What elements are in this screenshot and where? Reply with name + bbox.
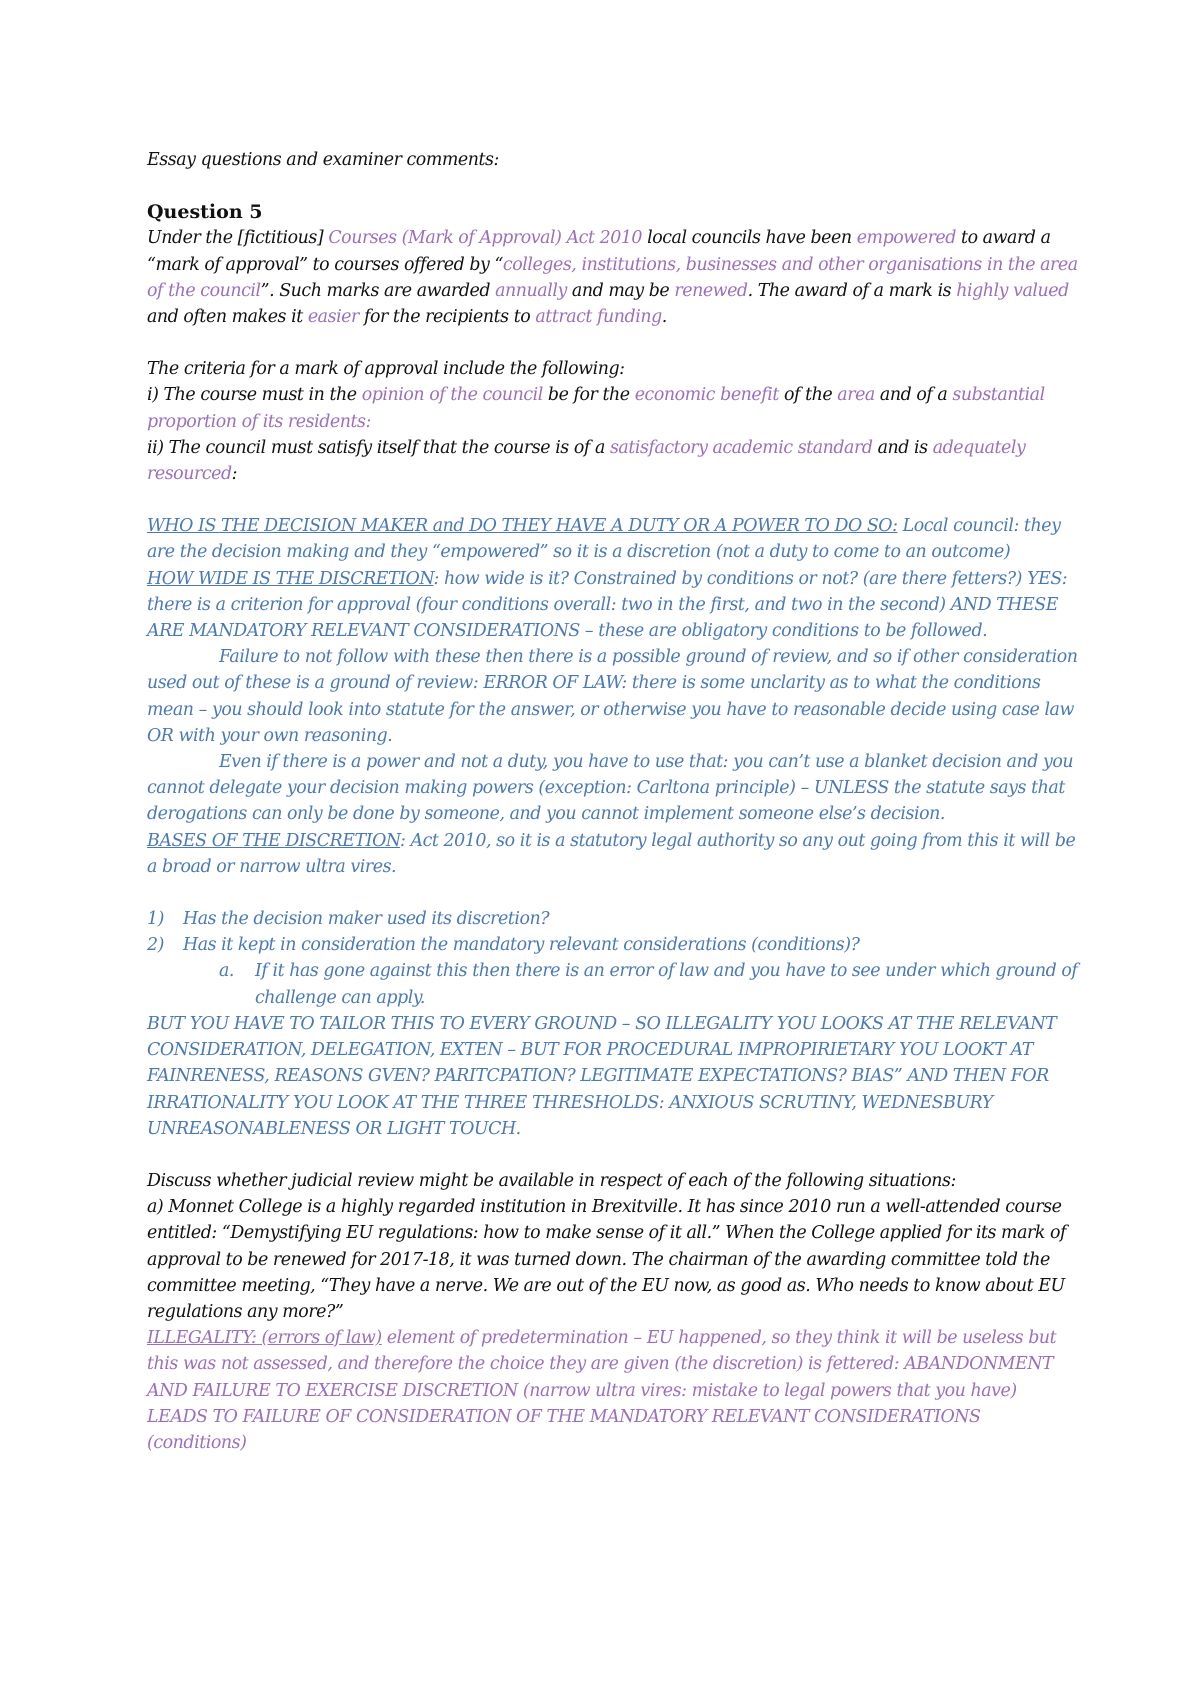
note-failure [147, 644, 1082, 749]
text-run: The criteria for a mark of approval include the following: [147, 359, 625, 380]
question-heading: Question 5 [147, 201, 263, 224]
text-run: substantial proportion of its residents: [147, 385, 1045, 432]
text-run: Under the [fictitious] [147, 228, 329, 249]
text-run: local councils have been [642, 228, 857, 249]
criterion-two [147, 435, 1082, 487]
question-paragraph [147, 225, 1082, 330]
note-bases [147, 828, 1082, 880]
text-run: and is [872, 437, 933, 458]
criteria-intro [147, 356, 1082, 382]
spacer [147, 173, 1082, 199]
answer-a [147, 1325, 1082, 1456]
text-run: . The award of a mark is [747, 280, 957, 301]
text-run: WHO IS THE DECISION MAKER and DO THEY HAVE A DUTY OR A POWER TO DO SO: [147, 516, 898, 537]
note-power [147, 749, 1082, 828]
text-run: area [837, 385, 875, 406]
text-run: . [661, 307, 667, 328]
list-item-text: Has the decision maker used its discretion? [183, 909, 550, 930]
text-run: BASES OF THE DISCRETION [147, 830, 401, 851]
text-run: Courses (Mark of Approval) Act 2010 [328, 228, 643, 249]
list-item-text: Has it kept in consideration the mandatory relevant considerations (conditions)? [183, 935, 860, 956]
text-run: : [231, 464, 238, 485]
spacer [147, 487, 1082, 513]
intro-line: Essay questions and examiner comments: [147, 150, 499, 170]
text-run: highly valued [956, 280, 1069, 301]
note-decision-maker [147, 513, 1082, 565]
spacer [147, 1142, 1082, 1168]
discuss-prompt: Discuss whether judicial review might be available in respect of each of the following situations: [147, 1170, 956, 1191]
text-run: Failure to not follow with these then there is a possible ground of review, and so if other consideration used out of these is a ground of review: ERROR OF LAW: there is some unclarity as to what the conditions mean – you should look into statute for the answer, or otherwise you have to reasonable decide using case law OR with your own reasoning. [147, 647, 1078, 746]
text-run: opinion of the council [361, 385, 543, 406]
text-run: attract funding [535, 307, 662, 328]
text-run: satisfactory academic standard [609, 437, 873, 458]
caps-note: BUT YOU HAVE TO TAILOR THIS TO EVERY GROUND – SO ILLEGALITY YOU LOOKS AT THE RELEVANT CONSIDERATION, DELEGATION, EXTEN – BUT FOR PROCEDURAL IMPROPIRIETARY YOU LOOKT AT FAINRENESS, REASONS GVEN? PARITCPATION? LEGITIMATE EXPECTATIONS? BIAS” AND THEN FOR IRRATIONALITY YOU LOOK AT THE THREE THRESHOLDS: ANXIOUS SCRUTINY, WEDNESBURY UNREASONABLENESS OR LIGHT TOUCH. [147, 1013, 1057, 1139]
text-run: to award a “mark of approval” to courses offered by “ [147, 228, 1051, 275]
text-run: element of predetermination – EU happened, so they think it will be useless but this was not assessed, and therefore the choice they are given (the discretion) is fettered: ABANDONMENT AND FAILURE TO EXERCISE DISCRETION (narrow ultra vires: mistake to legal powers that you have) LEADS TO FAILURE OF CONSIDERATION OF THE MANDATORY RELEVANT CONSIDERATIONS (conditions) [147, 1328, 1057, 1453]
note-discretion-width [147, 566, 1082, 645]
text-run: annually [495, 280, 567, 301]
text-run: ”. Such marks are awarded [260, 280, 496, 301]
sub-list-item [147, 958, 1082, 1010]
text-run: for the recipients to [358, 307, 536, 328]
text-run: easier [307, 307, 359, 328]
text-run: Even if there is a power and not a duty, you have to use that: you can’t use a blanket decision and you cannot delegate your decision making powers (exception: Carltona principle) – UNLESS the statute says that derogations can only be done by someone, and you cannot implement someone else’s decision. [147, 752, 1074, 825]
criterion-one [147, 382, 1082, 434]
text-run: i) The course must in the [147, 385, 362, 406]
list-number: 1) [147, 909, 164, 930]
text-run: : Act 2010, so it is a statutory legal authority so any out going from this it will be a broad or narrow ultra vires. [147, 830, 1076, 877]
text-run: empowered [856, 228, 956, 249]
text-run: Local council: they are the decision making and they “empowered” so it is a discretion (not a duty to come to an outcome) [147, 516, 1061, 563]
text-run: be for the [542, 385, 635, 406]
sub-list-item-text: If it has gone against this then there is an error of law and you have to see under which ground of challenge can apply. [255, 961, 1078, 1008]
spacer [147, 330, 1082, 356]
text-run: ILLEGALITY: (errors of law) [147, 1328, 382, 1349]
text-run: : how wide is it? Constrained by conditions or not? (are there fetters?) YES: there is a criterion for approval (four conditions overall: two in the first, and two in the second) AND THESE ARE MANDATORY RELEVANT CONSIDERATIONS – these are obligatory conditions to be followed. [147, 568, 1068, 642]
text-run: HOW WIDE IS THE DISCRETION [147, 568, 434, 589]
text-run: ii) The council must satisfy itself that the course is of a [147, 437, 610, 458]
document-page [147, 147, 1082, 1456]
text-run: renewed [674, 280, 748, 301]
text-run: of the [778, 385, 838, 406]
text-run: and of a [874, 385, 953, 406]
text-run: and often makes it [147, 307, 308, 328]
list-item [147, 932, 1082, 958]
text-run: colleges, institutions, businesses and other organisations in the area of the council [147, 254, 1078, 301]
list-number: 2) [147, 935, 164, 956]
list-letter: a. [219, 961, 234, 982]
text-run: economic benefit [634, 385, 779, 406]
list-item [147, 906, 1082, 932]
text-run: adequately resourced [147, 437, 1026, 485]
scenario-a: a) Monnet College is a highly regarded institution in Brexitville. It has since 2010 run a well-attended course entitled: “Demystifying EU regulations: how to make sense of it all.” When the College applied for its mark of approval to be renewed for 2017-18, it was turned down. The chairman of the awarding committee told the committee meeting, “They have a nerve. We are out of the EU now, as good as. Who needs to know about EU regulations any more?” [147, 1197, 1067, 1322]
spacer [147, 880, 1082, 906]
text-run: and may be [566, 280, 675, 301]
